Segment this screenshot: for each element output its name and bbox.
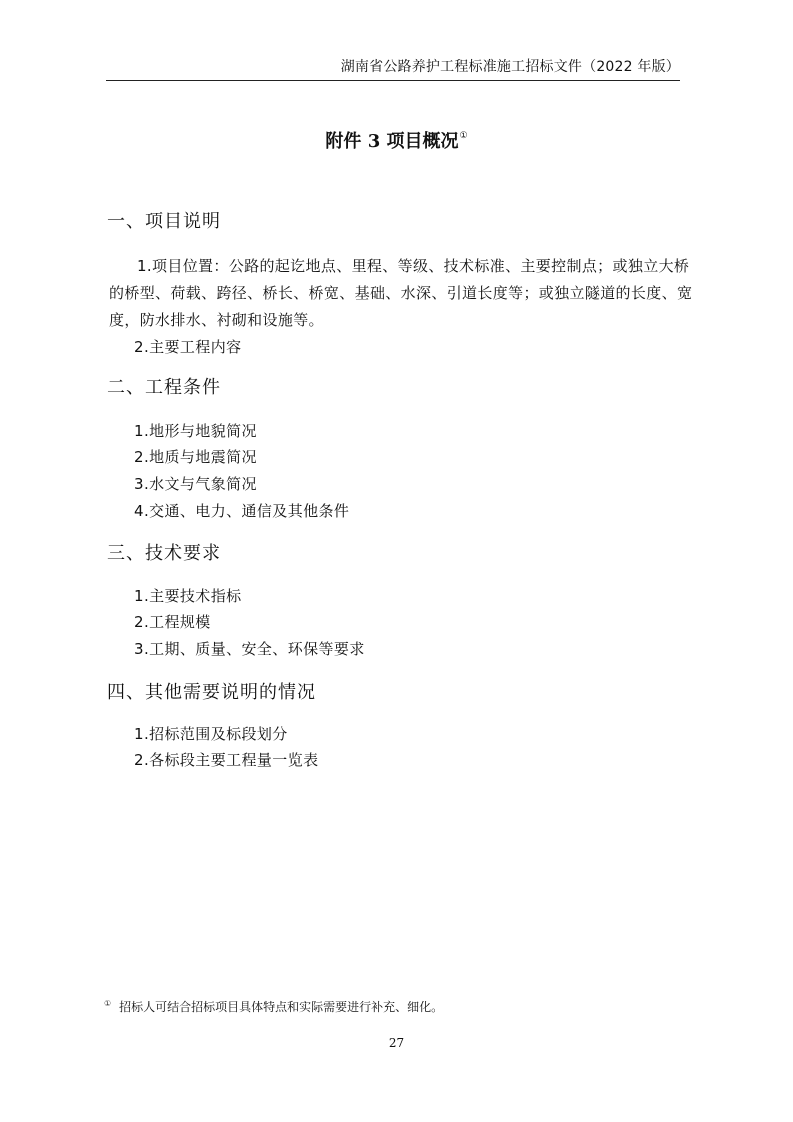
list-item: 1.招标范围及标段划分: [134, 725, 288, 743]
section-heading-engineering-conditions: 二、工程条件: [107, 377, 221, 398]
running-header: 湖南省公路养护工程标准施工招标文件（2022 年版）: [340, 59, 680, 75]
list-item: 2.主要工程内容: [134, 338, 242, 356]
footnote-text: 招标人可结合招标项目具体特点和实际需要进行补充、细化。: [119, 1000, 444, 1014]
list-item: 3.工期、质量、安全、环保等要求: [134, 640, 365, 658]
list-item: 1.主要技术指标: [134, 587, 242, 605]
footnote: [104, 998, 443, 1015]
document-title-text: 附件 3 项目概况: [325, 131, 459, 152]
footnote-symbol: ①: [104, 999, 112, 1008]
list-item: 2.工程规模: [134, 613, 211, 631]
list-item: 3.水文与气象简况: [134, 475, 257, 493]
header-divider: [106, 80, 680, 81]
list-item: 2.地质与地震简况: [134, 448, 257, 466]
section-heading-technical-requirements: 三、技术要求: [107, 543, 221, 564]
section-heading-project-description: 一、项目说明: [107, 211, 221, 232]
footnote-marker: ①: [459, 131, 468, 141]
list-item: 2.各标段主要工程量一览表: [134, 751, 319, 769]
paragraph-project-location: 1.项目位置：公路的起讫地点、里程、等级、技术标准、主要控制点；或独立大桥的桥型、荷载、跨径、桥长、桥宽、基础、水深、引道长度等；或独立隧道的长度、宽度，防水排水、衬砌和设施等。: [109, 257, 693, 329]
section-heading-other-notes: 四、其他需要说明的情况: [107, 682, 316, 703]
document-title: [0, 127, 793, 153]
list-item: 4.交通、电力、通信及其他条件: [134, 502, 350, 520]
page-number: 27: [388, 1036, 405, 1050]
list-item: 1.地形与地貌简况: [134, 422, 257, 440]
